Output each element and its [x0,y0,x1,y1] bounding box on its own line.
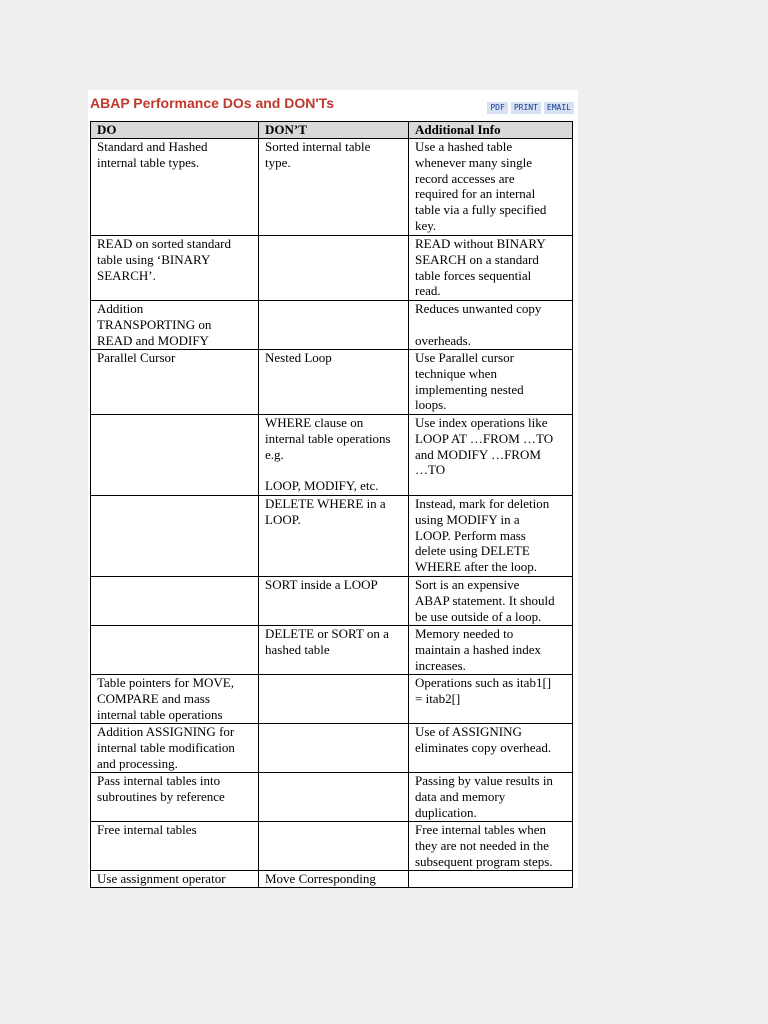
dont-cell: WHERE clause on internal table operations e.g. LOOP, MODIFY, etc. [259,415,409,496]
info-cell: Use Parallel cursor technique when implementing nested loops. [409,350,573,415]
pdf-link[interactable]: PDF [487,102,507,114]
dont-cell: DELETE WHERE in a LOOP. [259,496,409,577]
table-row [91,350,573,415]
do-cell: Pass internal tables into subroutines by reference [91,773,259,822]
header-additional-info: Additional Info [409,122,573,139]
do-cell: Standard and Hashed internal table types. [91,139,259,236]
print-link[interactable]: PRINT [511,102,541,114]
do-cell [91,496,259,577]
do-cell: Addition ASSIGNING for internal table modification and processing. [91,724,259,773]
dont-cell [259,301,409,350]
info-cell: Use of ASSIGNING eliminates copy overhead. [409,724,573,773]
info-cell: Passing by value results in data and memory duplication. [409,773,573,822]
performance-table [90,121,573,888]
dont-cell: Nested Loop [259,350,409,415]
info-cell: Reduces unwanted copy overheads. [409,301,573,350]
table-row [91,301,573,350]
do-cell [91,415,259,496]
dont-cell [259,724,409,773]
info-cell: Use index operations like LOOP AT …FROM …TO and MODIFY …FROM …TO [409,415,573,496]
dont-cell: DELETE or SORT on a hashed table [259,626,409,675]
do-cell: Free internal tables [91,822,259,871]
info-cell: READ without BINARY SEARCH on a standard table forces sequential read. [409,236,573,301]
info-cell: Instead, mark for deletion using MODIFY in a LOOP. Perform mass delete using DELETE WHERE after the loop. [409,496,573,577]
page-title: ABAP Performance DOs and DON'Ts [90,95,334,111]
dont-cell [259,822,409,871]
table-row [91,822,573,871]
dont-cell: Sorted internal table type. [259,139,409,236]
do-cell [91,577,259,626]
action-links [487,102,574,114]
do-cell: Use assignment operator [91,871,259,888]
do-cell: Table pointers for MOVE, COMPARE and mass internal table operations [91,675,259,724]
do-cell: Addition TRANSPORTING on READ and MODIFY [91,301,259,350]
email-link[interactable]: EMAIL [544,102,574,114]
table-row [91,871,573,888]
header-row [91,122,573,139]
info-cell: Free internal tables when they are not needed in the subsequent program steps. [409,822,573,871]
header-dont: DON’T [259,122,409,139]
do-cell [91,626,259,675]
header-do: DO [91,122,259,139]
table-row [91,139,573,236]
dont-cell: SORT inside a LOOP [259,577,409,626]
dont-cell [259,773,409,822]
info-cell: Sort is an expensive ABAP statement. It should be use outside of a loop. [409,577,573,626]
table-row [91,496,573,577]
info-cell [409,871,573,888]
info-cell: Memory needed to maintain a hashed index increases. [409,626,573,675]
table-row [91,773,573,822]
info-cell: Operations such as itab1[] = itab2[] [409,675,573,724]
table-row [91,724,573,773]
info-cell: Use a hashed table whenever many single record accesses are required for an internal table via a fully specified key. [409,139,573,236]
do-cell: Parallel Cursor [91,350,259,415]
dont-cell: Move Corresponding [259,871,409,888]
table-row [91,236,573,301]
table-row [91,577,573,626]
dont-cell [259,675,409,724]
table-row [91,675,573,724]
table-row [91,415,573,496]
document-page [88,90,578,888]
dont-cell [259,236,409,301]
do-cell: READ on sorted standard table using ‘BINARY SEARCH’. [91,236,259,301]
table-row [91,626,573,675]
